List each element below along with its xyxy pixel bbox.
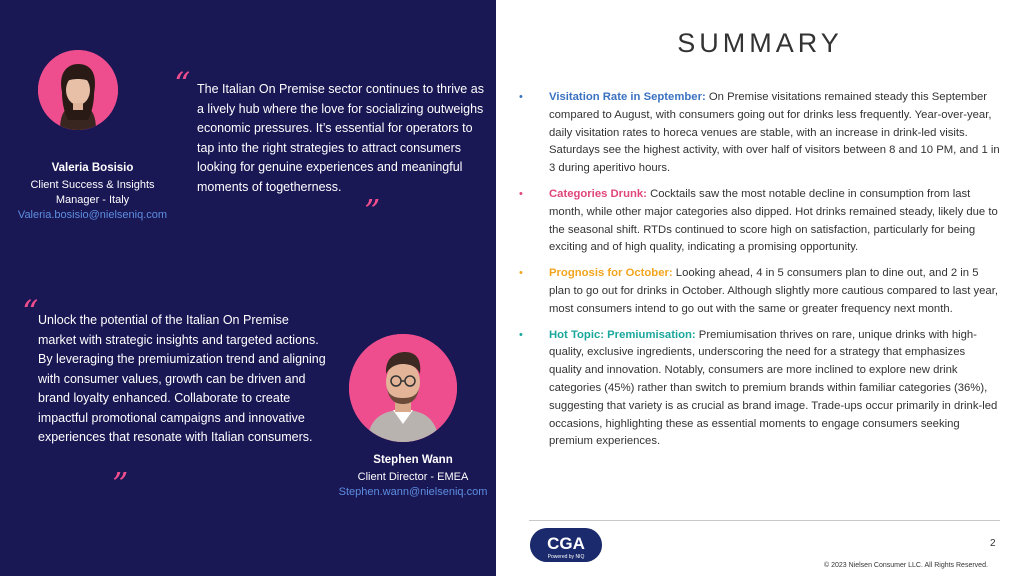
summary-item-prognosis bbox=[516, 265, 1000, 318]
summary-title: SUMMARY bbox=[677, 28, 843, 58]
quote1-close-mark: ” bbox=[364, 192, 381, 230]
valeria-avatar bbox=[38, 50, 118, 130]
valeria-portrait-icon bbox=[38, 50, 118, 130]
valeria-contact bbox=[10, 161, 175, 223]
bullet-icon: • bbox=[519, 328, 523, 341]
quote2-open-mark: “ bbox=[22, 293, 39, 331]
summary-heading-hot-topic: Hot Topic: Premiumisation: bbox=[549, 328, 696, 341]
copyright-notice: © 2023 Nielsen Consumer LLC. All Rights Reserved. bbox=[824, 562, 988, 569]
summary-text-hot-topic: Premiumisation thrives on rare, unique drinks with high-quality, exclusive ingredients, underscoring the need for a strategy that emphasizes quality and innovation. Notably, consumers are more inclined to explore new drink categories (45%) rather than switch to premium brands within familiar categories (36%), suggesting that variety is as crucial as brand image. Trade-ups occur primarily in drink-led occasions, highlighting these as essential moments to engage consumers seeking premium experiences. bbox=[549, 328, 998, 448]
stephen-email-link[interactable]: Stephen.wann@nielseniq.com bbox=[338, 486, 488, 498]
bullet-icon: • bbox=[519, 187, 523, 200]
summary-item-categories bbox=[516, 186, 1000, 257]
valeria-email-link[interactable]: Valeria.bosisio@nielseniq.com bbox=[17, 209, 168, 221]
footer-divider bbox=[529, 520, 1000, 521]
summary-text-categories: Cocktails saw the most notable decline in consumption from last month, while other major categories also dipped. Hot drinks remained steady, likely due to the seasonal shift. RTDs continued to score high on satisfaction, particularly for being exciting and of high quality, indicating a promising opportunity. bbox=[549, 187, 998, 254]
cga-logo bbox=[530, 528, 602, 562]
quote1-open-mark: “ bbox=[174, 65, 191, 103]
summary-list bbox=[516, 89, 1000, 459]
stephen-portrait-icon bbox=[349, 334, 457, 442]
bullet-icon: • bbox=[519, 91, 523, 103]
summary-text-prognosis: Looking ahead, 4 in 5 consumers plan to dine out, and 2 in 5 plan to go out for drinks in October. Although slightly more cautious compared to last year, most consumers intend to go out with the same or greater frequency next month. bbox=[549, 267, 998, 315]
quote1-text: The Italian On Premise sector continues to thrive as a lively hub where the love for socializing outweighs economic pressures. It’s essential for operators to tap into the right strategies to attract consumers looking for genuine experiences and meaningful moments of togetherness. bbox=[197, 82, 484, 194]
stephen-role: Client Director - EMEA bbox=[357, 471, 469, 483]
quote2-text: Unlock the potential of the Italian On Premise market with strategic insights and targeted actions. By leveraging the premiumization trend and aligning with consumer values, growth can be driven and brand loyalty enhanced. Collaborate to create impactful promotional campaigns and innovative experiences that resonate with Italian consumers. bbox=[38, 313, 326, 444]
valeria-name: Valeria Bosisio bbox=[51, 162, 134, 174]
page-number: 2 bbox=[990, 538, 996, 549]
valeria-role-line2: Manager - Italy bbox=[55, 194, 130, 206]
summary-item-visitation bbox=[516, 89, 1000, 178]
summary-heading-prognosis: Prognosis for October: bbox=[549, 267, 673, 280]
stephen-contact bbox=[318, 453, 508, 500]
summary-item-hot-topic bbox=[516, 327, 1000, 452]
stephen-avatar bbox=[349, 334, 457, 442]
valeria-role-line1: Client Success & Insights bbox=[30, 179, 155, 191]
left-panel bbox=[0, 0, 496, 576]
quote2-close-mark: ” bbox=[112, 465, 129, 503]
logo-subtext: Powered by NIQ bbox=[547, 554, 585, 560]
stephen-name: Stephen Wann bbox=[373, 454, 453, 466]
cga-logo-icon bbox=[530, 528, 602, 562]
summary-text-visitation: On Premise visitations remained steady this September compared to August, with consumers going out for drinks less frequently. Year-over-year, daily visitation rates to horeca venues are stable, with an increase in drink-led visits. Saturdays see the highest activity, with over half of visitors between 8 and 10 PM, and 1 in 3 during aperitivo hours. bbox=[549, 91, 1000, 175]
summary-heading-visitation: Visitation Rate in September: bbox=[549, 91, 706, 103]
summary-heading-categories: Categories Drunk: bbox=[549, 187, 647, 200]
bullet-icon: • bbox=[519, 267, 523, 280]
logo-text: CGA bbox=[547, 534, 585, 553]
